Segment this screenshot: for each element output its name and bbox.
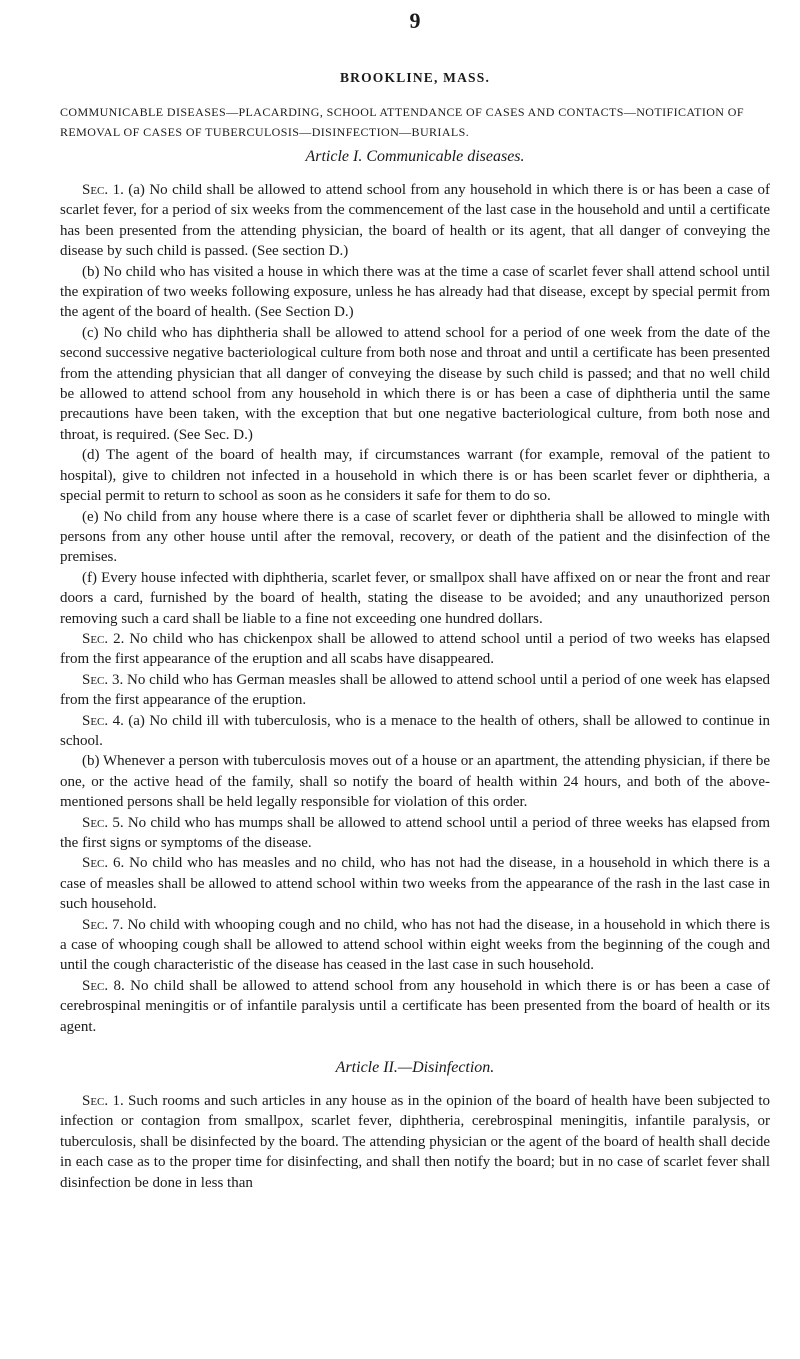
- section-label: Sec. 4.: [82, 712, 124, 729]
- paragraph-text: No child who has measles and no child, who has not had the disease, in a household in which there is a case of measles shall be allowed to attend school within two weeks from the appearance of the rash in the last case in such household.: [60, 855, 770, 913]
- paragraph-text: (c) No child who has diphtheria shall be allowed to attend school for a period of one week from the date of the second successive negative bacteriological culture from both nose and throat and until a certificate has been presented from the attending physician that all danger of conveying the disease by such child is passed; and that no well child be allowed to attend school from any household in which there is or has been a case of diphtheria until the same precautions have been taken, with the exception that but one negative bacteriological culture, from both nose and throat, is required. (See Sec. D.): [60, 324, 770, 443]
- paragraph-text: (f) Every house infected with diphtheria, scarlet fever, or smallpox shall have affixed on or near the front and rear doors a card, furnished by the board of health, stating the disease to be avoided; and any unauthorized person removing such a card shall be liable to a fine not exceeding one hundred dollars.: [60, 569, 770, 627]
- section-label: Sec. 8.: [82, 977, 125, 994]
- paragraph: [60, 1091, 770, 1193]
- city-heading: BROOKLINE, MASS.: [339, 70, 491, 85]
- article-2-body: [60, 1091, 770, 1193]
- paragraph-text: (b) Whenever a person with tuberculosis moves out of a house or an apartment, the attending physician, if there be one, or the active head of the family, shall so notify the board of health within 24 hours, and both of the above-mentioned persons shall be held legally responsible for violation of this order.: [60, 753, 770, 811]
- section-label: Sec. 1.: [82, 1093, 124, 1110]
- section-label: Sec. 6.: [82, 855, 125, 872]
- paragraph-text: Such rooms and such articles in any house as in the opinion of the board of health have been subjected to infection or contagion from smallpox, scarlet fever, diphtheria, cerebrospinal meningitis, infantile paralysis, or tuberculosis, shall be disinfected by the board. The attending physician or the agent of the board of health shall decide in each case as to the proper time for disinfecting, and shall then notify the board; but in no case of scarlet fever shall disinfection be done in less than: [60, 1093, 771, 1191]
- section-label: Sec. 5.: [82, 814, 124, 831]
- section-label: Sec. 2.: [82, 630, 125, 647]
- paragraph-text: (a) No child shall be allowed to attend school from any household in which there is or has been a case of scarlet fever, for a period of six weeks from the commencement of the last case in the household and until a certificate has been presented from the attending physician, the board of health or its agent, that all danger of conveying the disease by such child is passed. (See section D.): [60, 182, 771, 260]
- paragraph-text: (d) The agent of the board of health may, if circumstances warrant (for example, removal of the patient to hospital), give to children not infected in a household in which there is or has been scarlet fever or diphtheria, a special permit to return to school as soon as he considers it safe for them to do so.: [60, 447, 770, 505]
- subject-heading: COMMUNICABLE DISEASES—PLACARDING, SCHOOL ATTENDANCE OF CASES AND CONTACTS—NOTIFICATION OF REMOVAL OF CASES OF TUBERCULOSIS—DISINFECTION—BURIALS.: [60, 105, 744, 139]
- paragraph-text: No child shall be allowed to attend school from any household in which there is or has been a case of cerebrospinal meningitis or of infantile paralysis until a certificate has been presented from the board of health or its agent.: [60, 977, 770, 1035]
- paragraph: [60, 711, 770, 752]
- paragraph: [60, 445, 770, 506]
- paragraph-text: (e) No child from any house where there is a case of scarlet fever or diphtheria shall be allowed to mingle with persons from any other house until after the removal, recovery, or death of the patient and the disinfection of the premises.: [60, 508, 770, 566]
- article-1-title: Article I. Communicable diseases.: [305, 148, 525, 165]
- paragraph-text: (a) No child ill with tuberculosis, who is a menace to the health of others, shall be allowed to continue in school.: [60, 712, 770, 749]
- paragraph-text: No child who has chickenpox shall be allowed to attend school until a period of two weeks has elapsed from the first appearance of the eruption and all scabs have disappeared.: [60, 630, 771, 668]
- article-2-title: Article II.—Disinfection.: [335, 1059, 495, 1077]
- paragraph-text: (b) No child who has visited a house in which there was at the time a case of scarlet fever shall attend school until the expiration of two weeks following exposure, unless he has already had that disease, except by special permit from the agent of the board of health. (See Section D.): [60, 263, 770, 321]
- section-label: Sec. 7.: [82, 916, 124, 933]
- paragraph-text: No child who has mumps shall be allowed to attend school until a period of three weeks has elapsed from the first signs or symptoms of the disease.: [60, 814, 770, 851]
- paragraph: [60, 568, 770, 629]
- paragraph: [60, 262, 770, 323]
- paragraph: [60, 180, 770, 262]
- paragraph: [60, 323, 770, 445]
- paragraph-text: No child who has German measles shall be allowed to attend school until a period of one week has elapsed from the first appearance of the eruption.: [60, 671, 771, 709]
- paragraph: [60, 751, 770, 812]
- paragraph-text: No child with whooping cough and no child, who has not had the disease, in a household in which there is a case of whooping cough shall be allowed to attend school within eight weeks from the beginning of the cough and until the cough characteristic of the disease has ceased in the last case in such household.: [60, 916, 771, 974]
- paragraph: [60, 670, 770, 711]
- section-label: Sec. 1.: [82, 182, 124, 198]
- paragraph: [60, 813, 770, 854]
- paragraph: [60, 976, 770, 1037]
- paragraph: [60, 915, 770, 976]
- page-number: 9: [409, 8, 421, 33]
- article-1-body: [60, 180, 770, 1037]
- paragraph: [60, 629, 770, 670]
- paragraph: [60, 853, 770, 914]
- section-label: Sec. 3.: [82, 671, 124, 688]
- paragraph: [60, 507, 770, 568]
